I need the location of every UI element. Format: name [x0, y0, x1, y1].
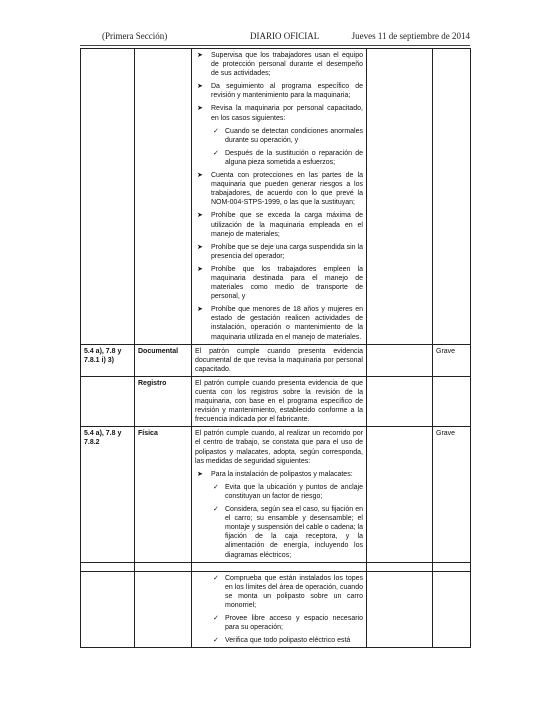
check-item: ✓ Cuando se detectan condiciones anormales durante su operación, y	[213, 127, 363, 144]
criteria-cell: El patrón cumple cuando presenta evidencia de que cuenta con los registros sobre la revisión de la maquinaria, con base en el programa específico de revisión y mantenimiento, establecido conforme a la frecuencia indicada por el fabricante.	[192, 376, 367, 426]
page-header	[80, 31, 470, 45]
arrow-bullet-icon: ➤	[197, 243, 203, 251]
table-row	[81, 344, 471, 376]
check-item: ✓ Evita que la ubicación y puntos de anclaje constituyan un factor de riesgo;	[213, 483, 363, 500]
arrow-bullet-icon: ➤	[197, 470, 203, 478]
check-icon: ✓	[213, 614, 219, 622]
list-item: ➤ Cuenta con protecciones en las partes de la maquinaria que pueden generar riesgos a los trabajadores, de acuerdo con lo que prevé la NOM-004-STPS-1999, o las que la sustituyan;	[197, 172, 363, 207]
check-icon: ✓	[213, 483, 219, 491]
list-item: ➤ Prohíbe que se exceda la carga máxima de utilización de la maquinaria empleada en el manejo de materiales;	[197, 212, 363, 238]
arrow-bullet-icon: ➤	[197, 172, 203, 180]
check-icon: ✓	[213, 506, 219, 514]
publication-title: DIARIO OFICIAL	[250, 31, 320, 41]
list-item: ➤ Revisa la maquinaria por personal capacitado, en los casos siguientes:	[197, 105, 363, 122]
list-item: ➤ Da seguimiento al programa específico de revisión y mantenimiento para la maquinaria;	[197, 83, 363, 100]
notes-cell	[367, 376, 433, 426]
type-cell	[135, 571, 192, 648]
ref-cell: 5.4 a), 7.8 y 7.8.1 i) 3)	[81, 344, 135, 376]
severity-cell: Grave	[433, 344, 471, 376]
criteria-cell: El patrón cumple cuando presenta evidencia documental de que revisa la maquinaria por personal capacitado.	[192, 344, 367, 376]
arrow-bullet-icon: ➤	[197, 265, 203, 273]
check-item: ✓ Comprueba que están instalados los topes en los límites del área de operación, cuando se monta un polipasto sobre un carro monorriel;	[213, 574, 363, 609]
list-item: ➤ Prohíbe que menores de 18 años y mujeres en estado de gestación realicen actividades de instalación, operación o mantenimiento de la maquinaria utilizada en el manejo de materiales.	[197, 306, 363, 341]
check-icon: ✓	[213, 637, 219, 645]
type-cell: Física	[135, 427, 192, 562]
table-row	[81, 376, 471, 426]
notes-cell	[367, 571, 433, 648]
arrow-bullet-icon: ➤	[197, 306, 203, 314]
check-icon: ✓	[213, 574, 219, 582]
arrow-bullet-icon: ➤	[197, 52, 203, 59]
header-rule	[80, 45, 470, 46]
criteria-cell	[192, 427, 367, 562]
table-row	[81, 562, 471, 571]
check-item: ✓ Verifica que todo polipasto eléctrico está	[213, 637, 351, 645]
table-row	[81, 571, 471, 648]
arrow-bullet-icon: ➤	[197, 83, 203, 91]
list-item: ➤ Supervisa que los trabajadores usan el equipo de protección personal durante el desempeño de sus actividades;	[197, 52, 363, 78]
list-item: ➤ Prohíbe que se deje una carga suspendida sin la presencia del operador;	[197, 243, 363, 260]
ref-cell	[81, 571, 135, 648]
type-cell: Registro	[135, 376, 192, 426]
check-item: ✓ Considera, según sea el caso, su fijación en el carro; su ensamble y desensamble; el montaje y suspensión del cable o cadena; la fijación de la caja receptora, y la alimentación de energía, incluyendo los diagramas eléctricos;	[213, 506, 363, 559]
criteria-cell	[192, 571, 367, 648]
arrow-bullet-icon: ➤	[197, 105, 203, 113]
notes-cell	[367, 344, 433, 376]
severity-cell: Grave	[433, 427, 471, 562]
ref-cell	[81, 376, 135, 426]
check-item: ✓ Provee libre acceso y espacio necesario para su operación;	[213, 614, 363, 632]
severity-cell	[433, 376, 471, 426]
criteria-text: El patrón cumple cuando, al realizar un recorrido por el centro de trabajo, se constata que para el uso de polipastos y malacates, adopta, según corresponda, las medidas de seguridad siguientes:	[195, 430, 363, 465]
type-cell: Documental	[135, 344, 192, 376]
check-item: ✓ Después de la sustitución o reparación de alguna pieza sometida a esfuerzos;	[213, 149, 363, 166]
severity-cell	[433, 49, 471, 345]
check-icon: ✓	[213, 149, 219, 157]
section-label: (Primera Sección)	[102, 31, 168, 41]
notes-cell	[367, 49, 433, 345]
publication-date: Jueves 11 de septiembre de 2014	[351, 31, 470, 41]
table-row	[81, 427, 471, 562]
compliance-table	[80, 48, 471, 648]
arrow-bullet-icon: ➤	[197, 212, 203, 220]
type-cell	[135, 49, 192, 345]
ref-cell: 5.4 a), 7.8 y 7.8.2	[81, 427, 135, 562]
check-icon: ✓	[213, 127, 219, 135]
severity-cell	[433, 571, 471, 648]
table-row	[81, 49, 471, 345]
list-item: ➤ Prohíbe que los trabajadores empleen la maquinaria destinada para el manejo de materiales como medio de transporte de personal, y	[197, 265, 363, 301]
ref-cell	[81, 49, 135, 345]
criteria-cell	[192, 49, 367, 345]
list-item: ➤ Para la instalación de polipastos y malacates:	[197, 470, 353, 478]
notes-cell	[367, 427, 433, 562]
